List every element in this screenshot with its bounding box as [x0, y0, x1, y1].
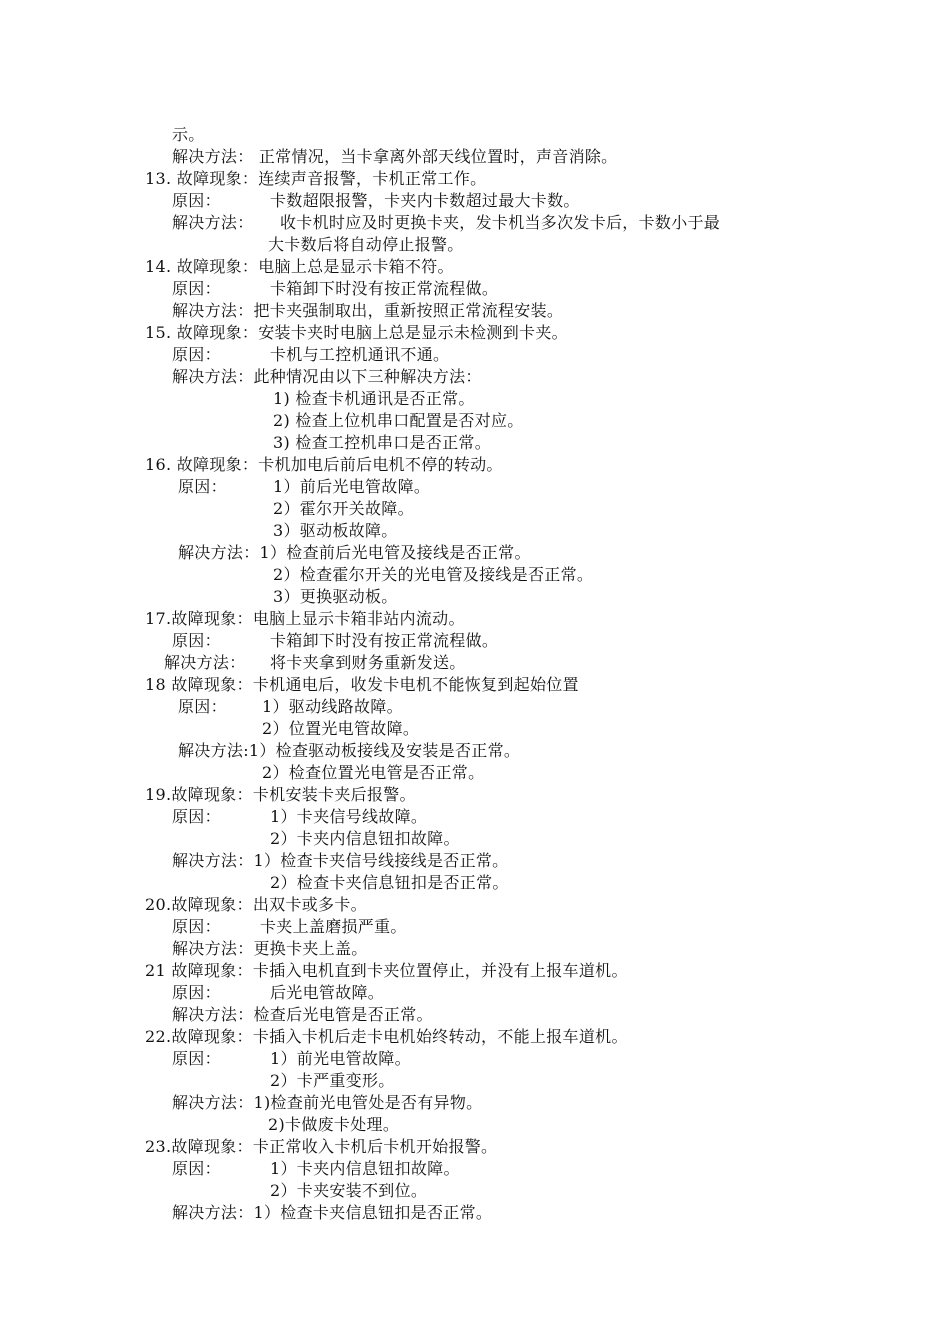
item-heading: 13. 故障现象：连续声音报警，卡机正常工作。: [145, 169, 487, 188]
text-line: 1）驱动线路故障。: [262, 697, 403, 716]
text-line: 原因：: [172, 191, 221, 210]
text-line: 2)卡做废卡处理。: [268, 1115, 400, 1134]
item-heading: 19.故障现象：卡机安装卡夹后报警。: [145, 785, 416, 804]
text-line: 2) 检查上位机串口配置是否对应。: [273, 411, 524, 430]
text-line: 1) 检查卡机通讯是否正常。: [273, 389, 475, 408]
item-heading: 21 故障现象：卡插入电机直到卡夹位置停止，并没有上报车道机。: [145, 961, 628, 980]
text-line: 后光电管故障。: [270, 983, 385, 1002]
text-line: 原因：: [172, 1159, 221, 1178]
text-line: 2）位置光电管故障。: [262, 719, 420, 738]
item-heading: 16. 故障现象：卡机加电后前后电机不停的转动。: [145, 455, 503, 474]
text-line: 卡夹上盖磨损严重。: [260, 917, 407, 936]
text-line: 3）驱动板故障。: [273, 521, 398, 540]
text-line: 解决方法：1)检查前光电管处是否有异物。: [172, 1093, 483, 1112]
item-heading: 14. 故障现象：电脑上总是显示卡箱不符。: [145, 257, 454, 276]
text-line: 原因：: [178, 697, 227, 716]
text-line: 2）卡严重变形。: [270, 1071, 395, 1090]
text-line: 解决方法：更换卡夹上盖。: [172, 939, 368, 958]
text-line: 原因：: [172, 1049, 221, 1068]
text-line: 原因：: [172, 345, 221, 364]
text-line: 解决方法:1）检查驱动板接线及安装是否正常。: [178, 741, 521, 760]
text-line: 2）检查卡夹信息钮扣是否正常。: [270, 873, 509, 892]
text-line: 卡机与工控机通讯不通。: [270, 345, 450, 364]
text-line: 卡箱卸下时没有按正常流程做。: [270, 631, 499, 650]
text-line: 2）卡夹内信息钮扣故障。: [270, 829, 460, 848]
item-heading: 22.故障现象：卡插入卡机后走卡电机始终转动，不能上报车道机。: [145, 1027, 628, 1046]
text-line: 原因：: [172, 807, 221, 826]
text-line: 解决方法：1）检查卡夹信号线接线是否正常。: [172, 851, 509, 870]
text-line: 原因：: [178, 477, 227, 496]
item-heading: 15. 故障现象：安装卡夹时电脑上总是显示未检测到卡夹。: [145, 323, 568, 342]
item-heading: 18 故障现象：卡机通电后，收发卡电机不能恢复到起始位置: [145, 675, 579, 694]
item-heading: 20.故障现象：出双卡或多卡。: [145, 895, 367, 914]
text-line: 卡箱卸下时没有按正常流程做。: [270, 279, 499, 298]
text-line: 示。: [172, 125, 205, 144]
text-line: 2）卡夹安装不到位。: [270, 1181, 428, 1200]
text-line: 收卡机时应及时更换卡夹，发卡机当多次发卡后，卡数小于最: [280, 213, 721, 232]
text-line: 解决方法： 正常情况，当卡拿离外部天线位置时，声音消除。: [172, 147, 618, 166]
text-line: 1）前光电管故障。: [270, 1049, 411, 1068]
text-line: 3）更换驱动板。: [273, 587, 398, 606]
text-line: 卡数超限报警，卡夹内卡数超过最大卡数。: [270, 191, 580, 210]
text-line: 解决方法：: [172, 213, 254, 232]
item-heading: 17.故障现象：电脑上显示卡箱非站内流动。: [145, 609, 465, 628]
text-line: 2）检查霍尔开关的光电管及接线是否正常。: [273, 565, 594, 584]
text-line: 将卡夹拿到财务重新发送。: [270, 653, 466, 672]
text-line: 解决方法：1）检查前后光电管及接线是否正常。: [178, 543, 531, 562]
text-line: 解决方法：: [164, 653, 246, 672]
text-line: 1）卡夹信号线故障。: [270, 807, 428, 826]
text-line: 2）霍尔开关故障。: [273, 499, 414, 518]
text-line: 2）检查位置光电管是否正常。: [262, 763, 485, 782]
text-line: 1）卡夹内信息钮扣故障。: [270, 1159, 460, 1178]
text-line: 原因：: [172, 917, 221, 936]
text-line: 解决方法：检查后光电管是否正常。: [172, 1005, 433, 1024]
text-line: 1）前后光电管故障。: [273, 477, 431, 496]
text-line: 解决方法：把卡夹强制取出，重新按照正常流程安装。: [172, 301, 564, 320]
text-line: 原因：: [172, 279, 221, 298]
text-line: 大卡数后将自动停止报警。: [268, 235, 464, 254]
text-line: 3) 检查工控机串口是否正常。: [273, 433, 492, 452]
text-line: 原因：: [172, 631, 221, 650]
text-line: 解决方法：1）检查卡夹信息钮扣是否正常。: [172, 1203, 493, 1222]
text-line: 解决方法：此种情况由以下三种解决方法：: [172, 367, 482, 386]
text-line: 原因：: [172, 983, 221, 1002]
item-heading: 23.故障现象：卡正常收入卡机后卡机开始报警。: [145, 1137, 498, 1156]
